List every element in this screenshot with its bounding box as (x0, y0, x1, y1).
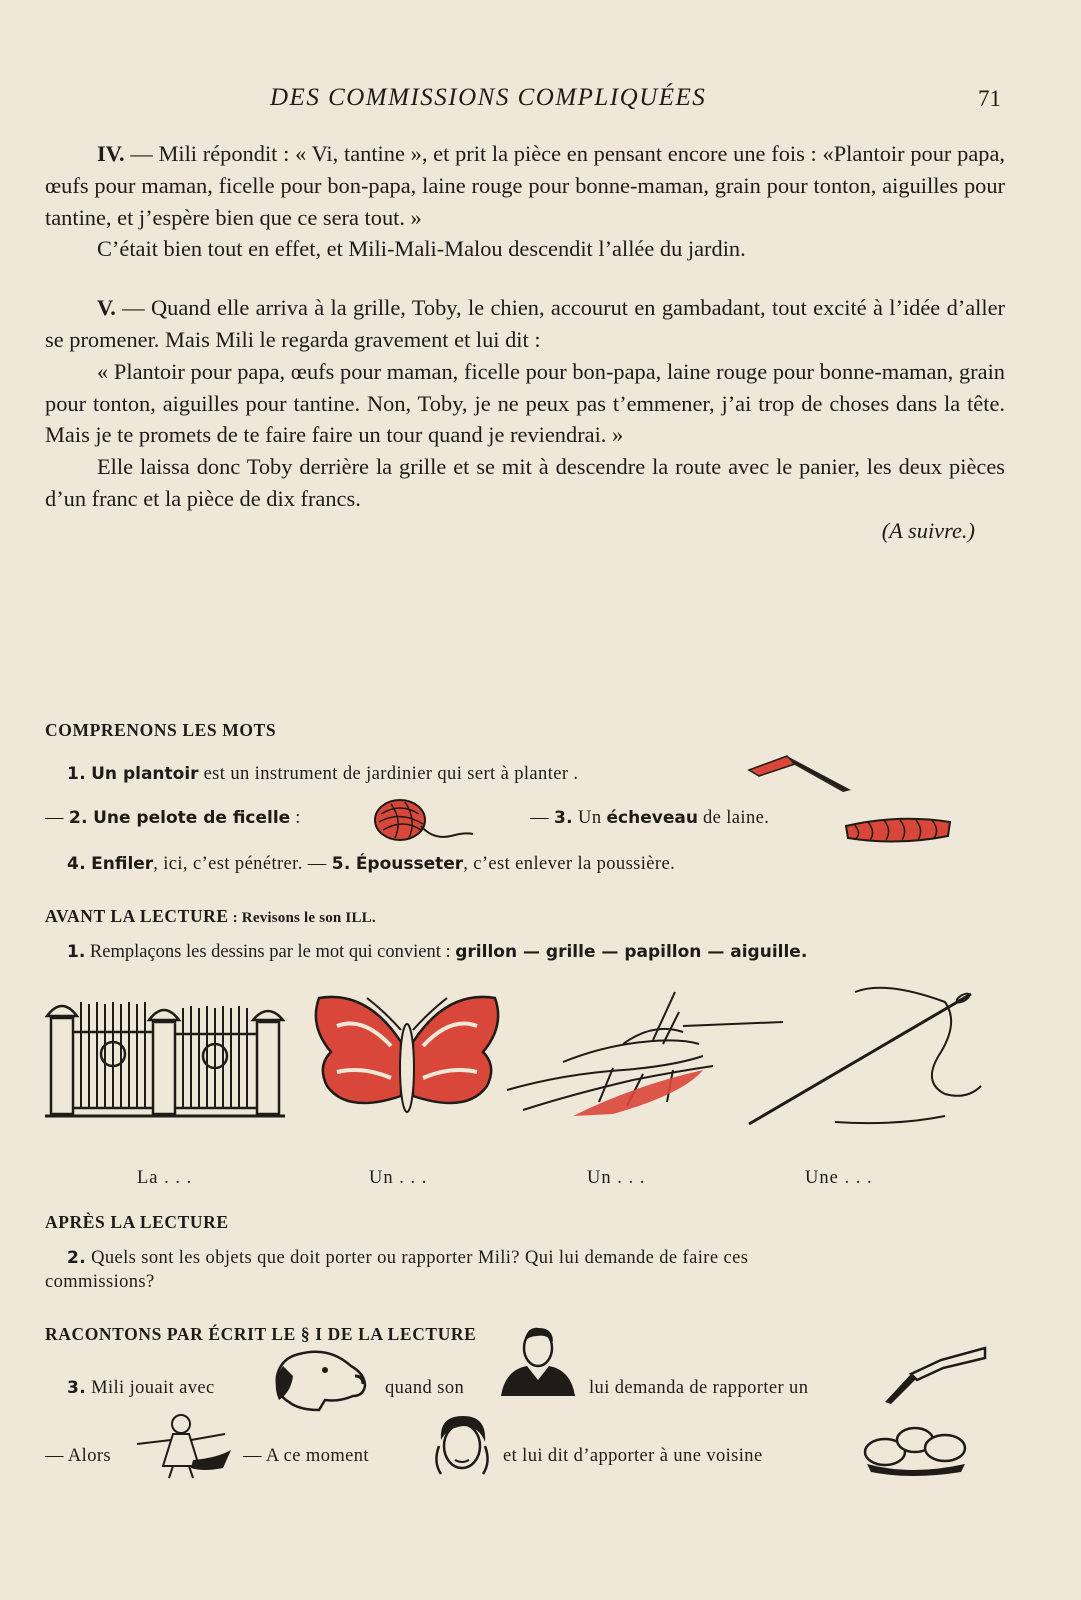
definition-text: Un (573, 808, 607, 828)
father-portrait-icon (497, 1324, 579, 1398)
avant-subheading: : Revisons le son ILL. (228, 910, 376, 926)
definitions-enfiler-epousseter (67, 854, 675, 875)
paragraph-iv-text: — Mili répondit : « Vi, tantine », et prit la pièce en pensant encore une fois : «Plantoir pour papa, œufs pour maman, ficelle pour bon-papa, laine rouge pour bonne-maman, grain pour tonton, aiguilles pour tantine, et j’espère bien que ce sera tout. » (45, 141, 1005, 230)
eggs-icon (861, 1420, 971, 1476)
period: . (800, 942, 808, 962)
exercise-3-line2-c: et lui dit d’apporter à une voisine (503, 1446, 763, 1466)
page-number: 71 (978, 86, 1001, 111)
apres-heading: APRÈS LA LECTURE (45, 1212, 229, 1232)
item-number: 4. (67, 854, 87, 874)
mother-portrait-icon (429, 1410, 495, 1480)
item-number: 1. (67, 764, 87, 784)
word-grille: grille (545, 942, 596, 962)
definition-text: est un instrument de jardinier qui sert à planter . (198, 764, 579, 784)
section-marker-iv: IV. (97, 141, 125, 166)
definition-text: , ici, c’est pénétrer. — (153, 854, 332, 874)
definition-text: de laine. (697, 808, 770, 828)
definition-pelote (45, 808, 301, 829)
paragraph-v (45, 292, 1005, 356)
exercise-1-instruction (67, 942, 807, 963)
caption-3: Un . . . (587, 1168, 646, 1188)
exercise-3-text-a (67, 1378, 215, 1399)
word-grillon: grillon (455, 942, 518, 962)
rebus-text: Mili jouait avec (86, 1378, 215, 1398)
exercise-3-text-b: quand son (385, 1378, 465, 1398)
item-number: 1. (67, 942, 86, 962)
word-aiguille: aiguille (730, 942, 801, 962)
racontons-heading: RACONTONS PAR ÉCRIT LE § I DE LA LECTURE (45, 1324, 477, 1344)
instruction-text: Remplaçons les dessins par le mot qui convient : (85, 942, 456, 962)
term-pelote: Une pelote de ficelle (93, 808, 291, 828)
definition-text: : (290, 808, 301, 828)
dog-head-icon (269, 1346, 369, 1414)
item-number: 3. (67, 1378, 87, 1398)
running-title: DES COMMISSIONS COMPLIQUÉES (270, 84, 707, 111)
a-suivre: (A suivre.) (881, 517, 975, 543)
section-marker-v: V. (97, 295, 116, 321)
word-papillon: papillon (624, 942, 702, 962)
page-header (0, 80, 1081, 120)
exercise-3-line2-a: — Alors (45, 1446, 112, 1466)
ball-of-string-icon (373, 796, 475, 844)
gate-drawing (45, 992, 285, 1122)
paragraph-iv-continued: C’était bien tout en effet, et Mili-Mali-Malou descendit l’allée du jardin. (97, 236, 746, 262)
item-number: 2. (67, 1248, 87, 1268)
comprenons-heading: COMPRENONS LES MOTS (45, 720, 277, 740)
exercise-3-text-c: lui demanda de rapporter un (589, 1378, 809, 1398)
avant-heading-title: AVANT LA LECTURE (45, 906, 229, 926)
term-enfiler: Enfiler (91, 854, 154, 874)
exercise-3-line2-b: — A ce moment (243, 1446, 369, 1466)
caption-2: Un . . . (369, 1168, 428, 1188)
caption-1: La . . . (137, 1168, 193, 1188)
term-plantoir: Un plantoir (91, 764, 199, 784)
story-text (45, 138, 1005, 547)
plantoir-small-icon (881, 1340, 991, 1404)
caption-4: Une . . . (805, 1168, 873, 1188)
paragraph-iv (45, 138, 1005, 233)
plantoir-icon (747, 750, 857, 796)
needle-drawing (745, 982, 985, 1132)
skein-of-wool-icon (842, 812, 954, 846)
exercise-2-line2: commissions? (45, 1272, 155, 1292)
item-number: 5. (331, 854, 351, 874)
definition-text: , c’est enlever la poussière. (463, 854, 676, 874)
item-number: 2. (68, 808, 89, 828)
avant-heading (45, 906, 376, 927)
dash: — (595, 942, 625, 962)
term-epousseter: Épousseter (355, 854, 464, 874)
paragraph-v-text: — Quand elle arriva à la grille, Toby, le chien, accourut en gambadant, tout excité à l’idée d’aller se promener. Mais Mili le regarda gravement et lui dit : (45, 295, 1005, 352)
paragraph-v-end: Elle laissa donc Toby derrière la grille et se mit à descendre la route avec le panier, les deux pièces d’un franc et la pièce de dix francs. (45, 454, 1005, 511)
dash: — (45, 808, 69, 828)
dash: — (530, 808, 554, 828)
paragraph-v-quote: « Plantoir pour papa, œufs pour maman, ficelle pour bon-papa, laine rouge pour bonne-maman, grain pour tonton, aiguilles pour tantine. Non, Toby, je ne peux pas t’emmener, j’ai trop de choses dans la tête. Mais je te promets de te faire faire un tour quand je reviendrai. » (45, 358, 1005, 448)
definition-echeveau (530, 808, 769, 829)
item-number: 3. (553, 808, 574, 828)
term-echeveau: écheveau (606, 808, 698, 828)
butterfly-drawing (307, 986, 507, 1132)
definition-plantoir (67, 764, 578, 785)
dash: — (517, 942, 546, 962)
dash: — (701, 942, 731, 962)
cricket-drawing (503, 982, 783, 1132)
question-text: Quels sont les objets que doit porter ou rapporter Mili? Qui lui demande de faire ces (86, 1248, 749, 1268)
exercise-2-line1 (67, 1248, 748, 1269)
girl-playing-icon (133, 1410, 233, 1480)
